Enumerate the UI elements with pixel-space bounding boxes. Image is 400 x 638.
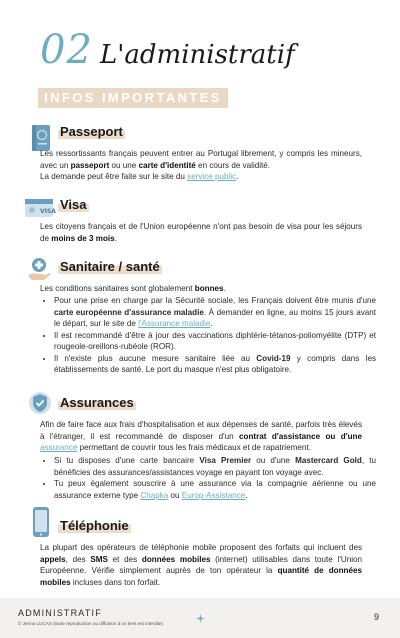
footer-copyright: © Jenna LUCAS (toute reproduction ou diffusion à un tiers est interdite) (18, 621, 164, 626)
passeport-text: Les ressortissants français peuvent entrer au Portugal librement, y compris les mineurs, avec un passeport ou une carte d'identité en cours de validité. La demande peut être faite sur le site du service public. (40, 149, 362, 181)
page-number: 9 (374, 612, 380, 622)
section-title-sanitaire: Sanitaire / santé (60, 259, 160, 274)
chapka-link[interactable]: Chapka (140, 490, 169, 500)
section-title-telephonie: Téléphonie (60, 518, 129, 533)
list-item: • Si tu disposes d'une carte bancaire Visa Premier ou d'une Mastercard Gold, tu bénéficies des assurances/assistances voyage en payant ton voyage avec. (54, 455, 376, 478)
list-item: • Il est recommandé d'être à jour des vaccinations diphtérie-tétanos-poliomyélite (DTP) et rougeole-oreillons-rubéole (ROR). (54, 330, 376, 353)
visa-text: Les citoyens français et de l'Union européenne n'ont pas besoin de visa pour les séjours de moins de 3 mois. (40, 222, 362, 243)
telephonie-text: La plupart des opérateurs de téléphonie mobile proposent des forfaits qui incluent des appels, des SMS et des données mobiles (internet) utilisables dans toute l'Union Européenne. Vérifie simplement auprès de ton opérateur la quantité de données mobiles incluses dans ton forfait. (40, 543, 363, 587)
list-item: • Tu peux également souscrire à une assurance via la compagnie aérienne ou une assurance externe type Chapka ou Europ-Assistance. (54, 478, 376, 501)
sanitaire-intro: Les conditions sanitaires sont globalement bonnes. (40, 284, 226, 293)
sanitaire-list (40, 295, 376, 376)
assurance-maladie-link[interactable]: l'Assurance maladie (138, 319, 211, 328)
footer-title: ADMINISTRATIF (18, 608, 102, 618)
section-band: INFOS IMPORTANTES (38, 88, 228, 108)
svg-text:VISA: VISA (40, 208, 56, 215)
list-item: • Pour une prise en charge par la Sécurité sociale, les Français doivent être munis d'une carte européenne d'assurance maladie. À demander en ligne, au moins 15 jours avant le départ, sur le site de l'Assurance maladie. (54, 295, 376, 330)
compass-star-icon (196, 614, 205, 623)
chapter-number: 02 (40, 27, 93, 73)
section-title-assurances: Assurances (60, 395, 134, 410)
visa-card-icon (24, 198, 54, 218)
smartphone-icon (32, 506, 50, 538)
list-item: • Il n'existe plus aucune mesure sanitaire liée au Covid-19 y compris dans les établissements de santé. Le port du masque n'est plus obligatoire. (54, 353, 376, 376)
page-footer (0, 598, 400, 638)
chapter-title: L'administratif (100, 40, 295, 70)
shield-check-icon (28, 390, 52, 416)
assurances-text: Afin de faire face aux frais d'hospitalisation et aux dépenses de santé, parfois très élevés à l'étranger, il est recommandé de disposer d'un contrat d'assistance ou d'une assurance permettant de couvrir tous les frais médicaux et de rapatriement. (40, 420, 363, 452)
section-title-passeport: Passeport (60, 124, 123, 139)
health-hand-icon (26, 256, 52, 282)
service-public-link[interactable]: service public (187, 172, 237, 181)
assurance-link[interactable]: assurance (40, 443, 78, 452)
europ-assistance-link[interactable]: Europ-Assistance (181, 490, 246, 500)
section-title-visa: Visa (60, 197, 87, 212)
assurances-list (40, 455, 376, 501)
